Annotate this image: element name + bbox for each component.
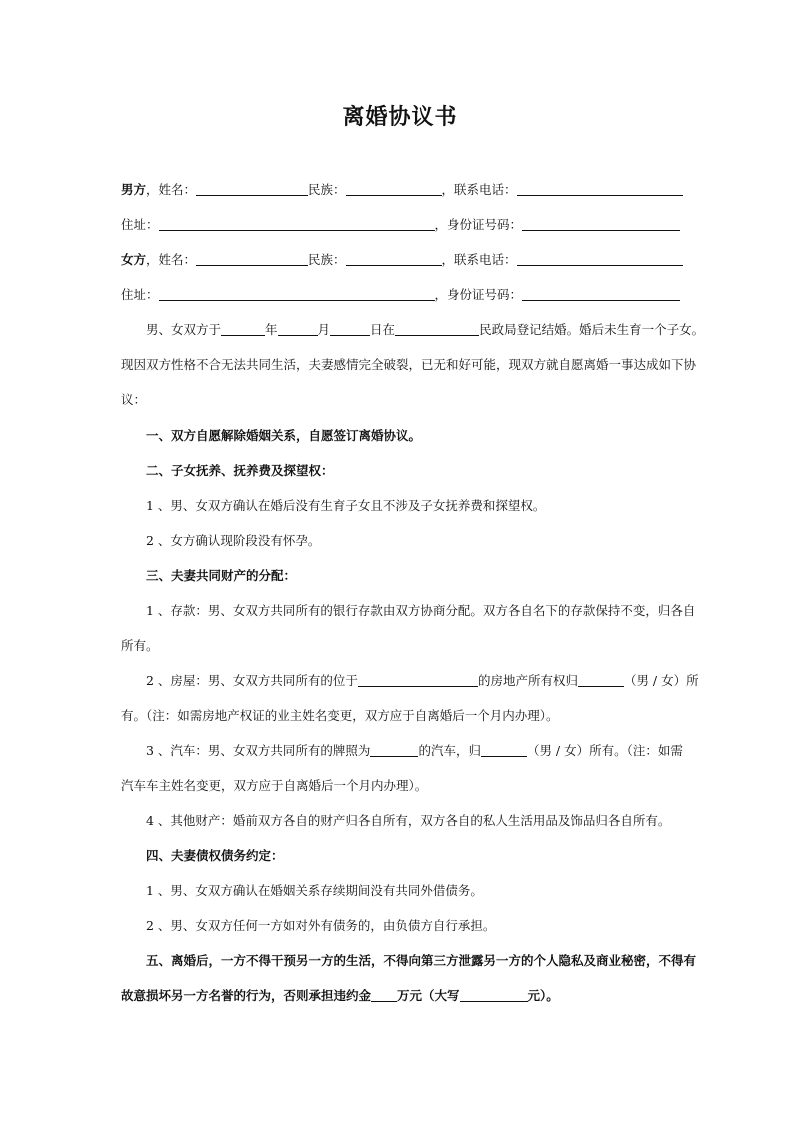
- car-plate-field[interactable]: [370, 744, 418, 757]
- section-2-item-1: 1 、男、女双方确认在婚后没有生育子女且不涉及子女抚养费和探望权。: [146, 498, 546, 513]
- intro-text-2: 民政局登记结婚。婚后未生育一个子女。: [479, 322, 705, 337]
- male-name-field[interactable]: [196, 183, 308, 196]
- male-address-label: 住址：: [121, 217, 159, 232]
- section-3-item-3-line-1: [121, 742, 706, 760]
- day-label: 日在: [370, 322, 396, 337]
- penalty-text-1: 故意损坏另一方名誉的行为，否则承担违约金: [121, 988, 372, 1003]
- house-text-3: （男 / 女）所: [623, 673, 699, 688]
- male-phone-label: ，联系电话：: [441, 182, 517, 197]
- house-owner-field[interactable]: [578, 674, 624, 687]
- car-text-1: 3 、汽车：男、女双方共同所有的牌照为: [146, 743, 371, 758]
- male-id-label: ，身份证号码：: [434, 217, 523, 232]
- section-5-line-2: [121, 987, 681, 1005]
- section-3-item-1-line-2: 所有。: [121, 638, 159, 653]
- section-3-heading: 三、夫妻共同财产的分配：: [146, 568, 297, 583]
- penalty-amount-words-field[interactable]: [460, 989, 528, 1002]
- house-location-field[interactable]: [358, 674, 478, 687]
- intro-line-1: [121, 321, 706, 339]
- male-id-field[interactable]: [522, 218, 680, 231]
- section-1-heading: 一、双方自愿解除婚姻关系，自愿签订离婚协议。: [146, 428, 422, 443]
- section-3-item-1-line-1: 1 、存款：男、女双方共同所有的银行存款由双方协商分配。双方各自名下的存款保持不变，归各自: [146, 603, 696, 618]
- section-3-item-3-line-2: 汽车车主姓名变更，双方应于自离婚后一个月内办理）。: [121, 778, 428, 793]
- section-4-heading: 四、夫妻债权债务约定：: [146, 848, 284, 863]
- penalty-amount-field[interactable]: [371, 989, 397, 1002]
- marriage-month-field[interactable]: [278, 323, 318, 336]
- female-label: 女方: [121, 252, 147, 267]
- male-name-label: ，姓名：: [146, 182, 197, 197]
- female-address-field[interactable]: [159, 288, 435, 301]
- female-address-label: 住址：: [121, 287, 159, 302]
- month-label: 月: [317, 322, 331, 337]
- section-4-item-1: 1 、男、女双方确认在婚姻关系存续期间没有共同外借债务。: [146, 883, 483, 898]
- male-address-row: [121, 216, 681, 234]
- year-label: 年: [265, 322, 278, 337]
- male-info-row: [121, 181, 681, 199]
- house-text-2: 的房地产所有权归: [477, 673, 578, 688]
- penalty-text-2: 万元（大写: [397, 988, 460, 1003]
- male-ethnic-label: 民族：: [308, 182, 346, 197]
- intro-text: 男、女双方于: [146, 322, 222, 337]
- male-address-field[interactable]: [159, 218, 435, 231]
- section-4-item-2: 2 、男、女双方任何一方如对外有债务的，由负债方自行承担。: [146, 918, 496, 933]
- house-text-1: 2 、房屋：男、女双方共同所有的位于: [146, 673, 358, 688]
- female-ethnic-label: 民族：: [308, 252, 346, 267]
- female-id-field[interactable]: [522, 288, 680, 301]
- car-text-2: 的汽车，归: [418, 743, 481, 758]
- marriage-year-field[interactable]: [221, 323, 265, 336]
- car-text-3: （男 / 女）所有。（注：如需: [526, 743, 683, 758]
- female-phone-label: ，联系电话：: [441, 252, 517, 267]
- female-ethnic-field[interactable]: [346, 253, 442, 266]
- section-3-item-2-line-1: [121, 672, 706, 690]
- male-label: 男方: [121, 182, 147, 197]
- female-id-label: ，身份证号码：: [434, 287, 523, 302]
- section-3-item-4: 4 、其他财产：婚前双方各自的财产归各自所有，双方各自的私人生活用品及饰品归各自所有。: [146, 813, 671, 828]
- female-address-row: [121, 286, 681, 304]
- male-ethnic-field[interactable]: [346, 183, 442, 196]
- section-3-item-2-line-2: 有。（注：如需房地产权证的业主姓名变更，双方应于自离婚后一个月内办理）。: [121, 708, 559, 723]
- male-phone-field[interactable]: [517, 183, 683, 196]
- female-name-field[interactable]: [196, 253, 308, 266]
- registry-office-field[interactable]: [395, 323, 479, 336]
- female-name-label: ，姓名：: [146, 252, 197, 267]
- document-title: 离婚协议书: [342, 104, 458, 130]
- section-5-line-1: 五、离婚后，一方不得干预另一方的生活，不得向第三方泄露另一方的个人隐私及商业秘密，不得有: [146, 953, 697, 968]
- female-phone-field[interactable]: [517, 253, 683, 266]
- car-owner-field[interactable]: [481, 744, 527, 757]
- intro-line-3: 议：: [121, 392, 147, 407]
- section-2-heading: 二、子女抚养、抚养费及探望权：: [146, 463, 334, 478]
- intro-line-2: 现因双方性格不合无法共同生活，夫妻感情完全破裂，已无和好可能，现双方就自愿离婚一事达成如下协: [121, 357, 697, 372]
- penalty-text-3: 元）。: [527, 988, 559, 1003]
- section-2-item-2: 2 、女方确认现阶段没有怀孕。: [146, 533, 321, 548]
- marriage-day-field[interactable]: [330, 323, 370, 336]
- female-info-row: [121, 251, 681, 269]
